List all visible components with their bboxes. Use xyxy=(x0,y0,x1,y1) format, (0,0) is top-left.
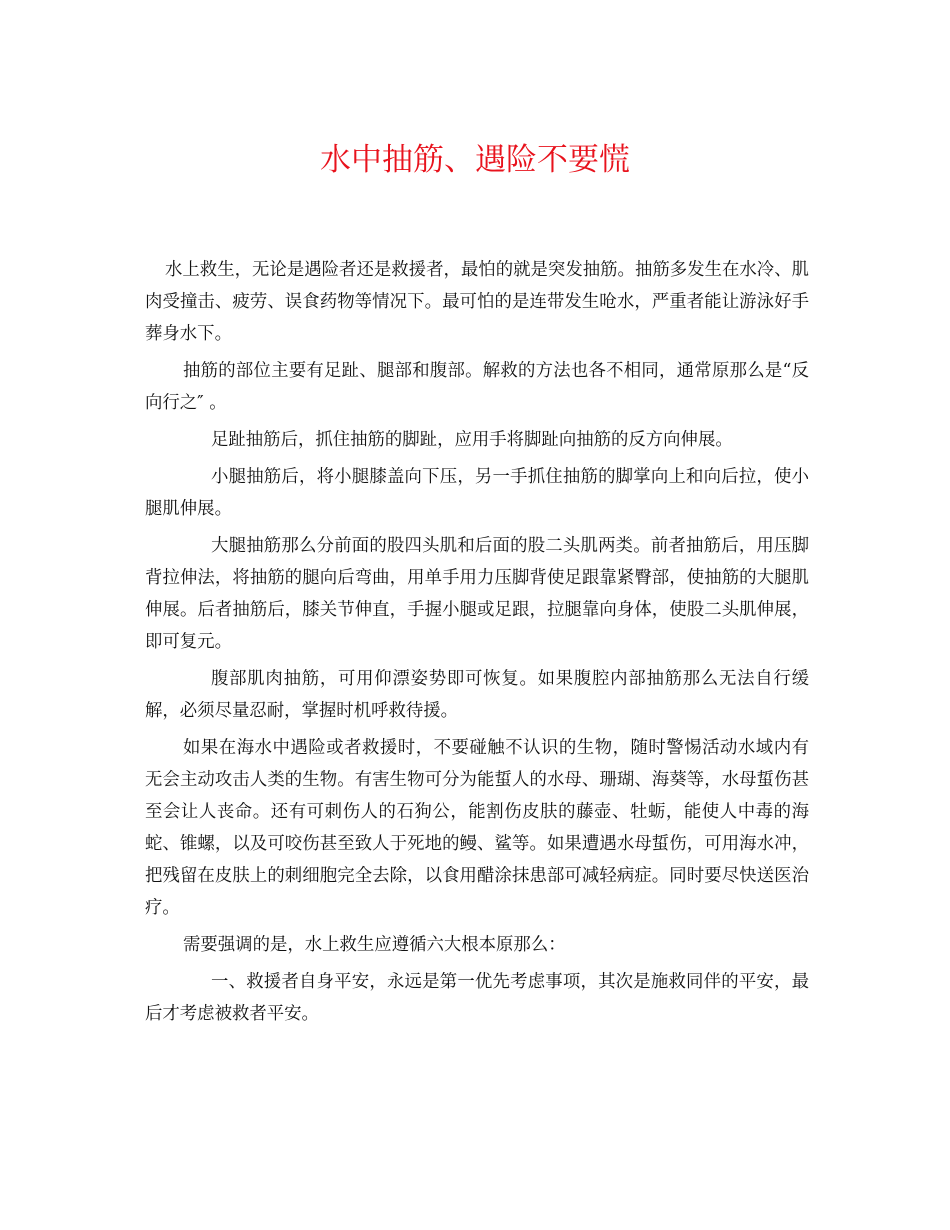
paragraph-abdominal-cramp: 腹部肌肉抽筋，可用仰漂姿势即可恢复。如果腹腔内部抽筋那么无法自行缓解，必须尽量忍耐，掌握时机呼救待援。 xyxy=(145,669,809,721)
paragraph-toe-cramp: 足趾抽筋后，抓住抽筋的脚趾，应用手将脚趾向抽筋的反方向伸展。 xyxy=(211,430,733,450)
paragraph-cramp-locations: 抽筋的部位主要有足趾、腿部和腹部。解救的方法也各不相同，通常原那么是“反向行之″ 。 xyxy=(145,361,809,413)
paragraph-thigh-cramp: 大腿抽筋那么分前面的股四头肌和后面的股二头肌两类。前者抽筋后，用压脚背拉伸法，将抽筋的腿向后弯曲，用单手用力压脚背使足跟靠紧臀部，使抽筋的大腿肌伸展。后者抽筋后，膝关节伸直，手握小腿或足跟，拉腿靠向身体，使股二头肌伸展，即可复元。 xyxy=(145,536,809,652)
paragraph-calf-cramp: 小腿抽筋后，将小腿膝盖向下压，另一手抓住抽筋的脚掌向上和向后拉，使小腿肌伸展。 xyxy=(145,467,809,519)
document-title: 水中抽筋、遇险不要慌 xyxy=(320,142,630,178)
document-body xyxy=(145,254,809,1035)
paragraph-sea-hazards: 如果在海水中遇险或者救援时，不要碰触不认识的生物，随时警惕活动水域内有无会主动攻击人类的生物。有害生物可分为能蜇人的水母、珊瑚、海葵等，水母蜇伤甚至会让人丧命。还有可刺伤人的石狗公，能割伤皮肤的藤壶、牡蛎，能使人中毒的海蛇、锥螺，以及可咬伤甚至致人于死地的鳗、鲨等。如果遭遇水母蜇伤，可用海水冲，把残留在皮肤上的刺细胞完全去除，以食用醋涂抹患部可减轻病症。同时要尽快送医治疗。 xyxy=(145,738,809,918)
paragraph-intro: 水上救生，无论是遇险者还是救援者，最怕的就是突发抽筋。抽筋多发生在水冷、肌肉受撞击、疲劳、误食药物等情况下。最可怕的是连带发生呛水，严重者能让游泳好手葬身水下。 xyxy=(145,260,809,344)
paragraph-principles-intro: 需要强调的是，水上救生应遵循六大根本原那么： xyxy=(183,935,566,955)
paragraph-principle-one: 一、救援者自身平安，永远是第一优先考虑事项，其次是施救同伴的平安，最后才考虑被救者平安。 xyxy=(145,972,809,1024)
